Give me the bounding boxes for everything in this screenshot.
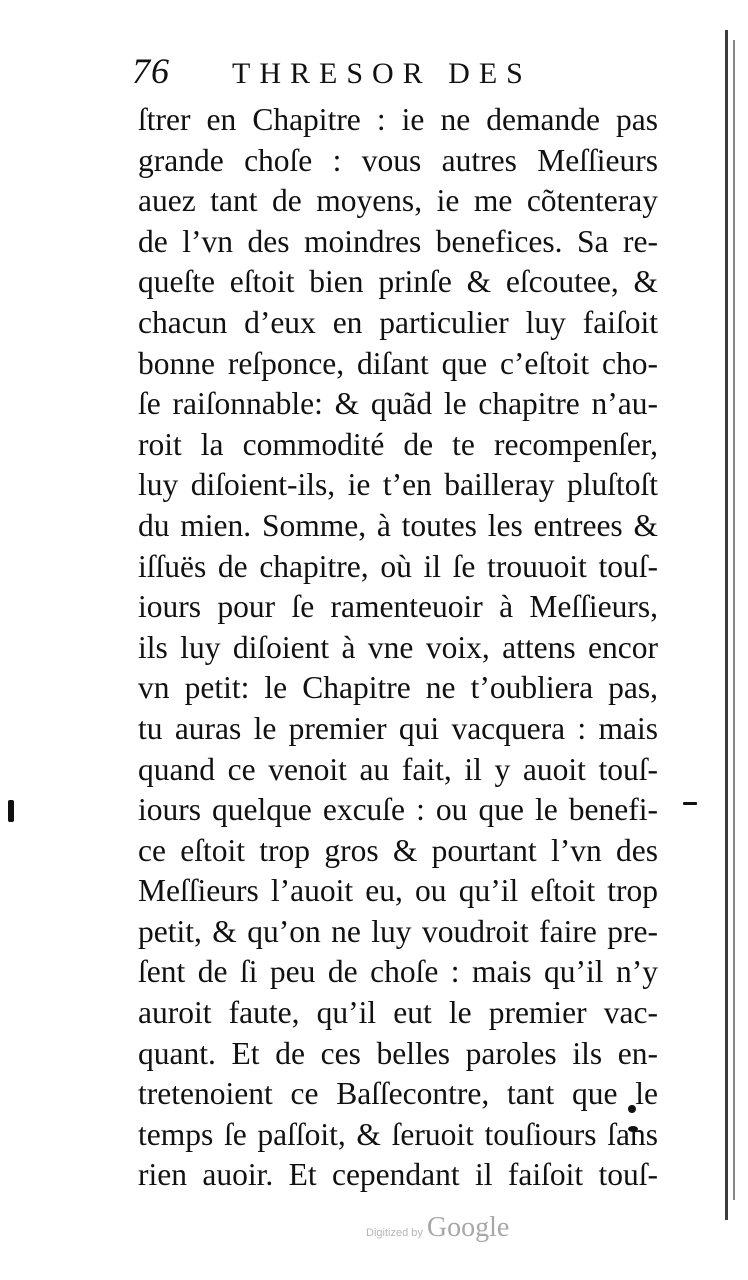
text-line: rien auoir. Et cependant il faiſoit touſ- <box>138 1157 658 1193</box>
margin-ink-mark <box>8 800 14 822</box>
text-line: queſte eſtoit bien prinſe & eſcoutee, & <box>138 264 658 300</box>
text-line: quant. Et de ces belles paroles ils en- <box>138 1035 658 1071</box>
text-line: Meſſieurs l’auoit eu, ou qu’il eſtoit trop <box>138 873 658 909</box>
text-line: iours quelque excuſe : ou que le benefi- <box>138 792 658 828</box>
google-logo: Google <box>426 1212 510 1243</box>
text-line: roit la commodité de te recompenſer, <box>138 426 658 462</box>
text-line: ils luy diſoient à vne voix, attens encor <box>138 629 658 665</box>
text-line: de l’vn des moindres benefices. Sa re- <box>138 223 658 259</box>
text-line: auez tant de moyens, ie me cõtenteray <box>138 183 658 219</box>
page-edge-shadow-inner <box>733 40 735 1200</box>
text-line: luy diſoient-ils, ie t’en bailleray pluſtoſt <box>138 467 658 503</box>
digitizer-watermark <box>366 1212 509 1244</box>
text-line: temps ſe paſſoit, & ſeruoit touſiours ſans <box>138 1116 658 1152</box>
text-line: quand ce venoit au fait, il y auoit touſ- <box>138 751 658 787</box>
text-line: auroit faute, qu’il eut le premier vac- <box>138 995 658 1031</box>
text-line: iours pour ſe ramenteuoir à Meſſieurs, <box>138 589 658 625</box>
text-line: iſſuës de chapitre, où il ſe trouuoit touſ- <box>138 548 658 584</box>
ink-speck <box>683 802 697 805</box>
watermark-caption: Digitized by <box>366 1227 423 1239</box>
body-text <box>138 100 658 1196</box>
page-header <box>132 50 562 94</box>
text-line: tretenoient ce Baſſecontre, tant que le <box>138 1076 658 1112</box>
text-line: ſe raiſonnable: & quãd le chapitre n’au- <box>138 386 658 422</box>
page-edge-shadow <box>725 30 728 1220</box>
text-line: petit, & qu’on ne luy voudroit faire pre- <box>138 913 658 949</box>
text-line: du mien. Somme, à toutes les entrees & <box>138 507 658 543</box>
text-line: bonne reſponce, diſant que c’eſtoit cho- <box>138 345 658 381</box>
text-line: grande choſe : vous autres Meſſieurs <box>138 142 658 178</box>
text-line: ce eſtoit trop gros & pourtant l’vn des <box>138 832 658 868</box>
page-number: 76 <box>132 51 170 91</box>
text-line: tu auras le premier qui vacquera : mais <box>138 710 658 746</box>
text-line: ſtrer en Chapitre : ie ne demande pas <box>138 102 658 137</box>
text-line: vn petit: le Chapitre ne t’oubliera pas, <box>138 670 658 706</box>
running-head: THRESOR DES <box>232 57 532 90</box>
text-line: ſent de ſi peu de choſe : mais qu’il n’y <box>138 954 658 990</box>
text-line: chacun d’eux en particulier luy faiſoit <box>138 304 658 340</box>
